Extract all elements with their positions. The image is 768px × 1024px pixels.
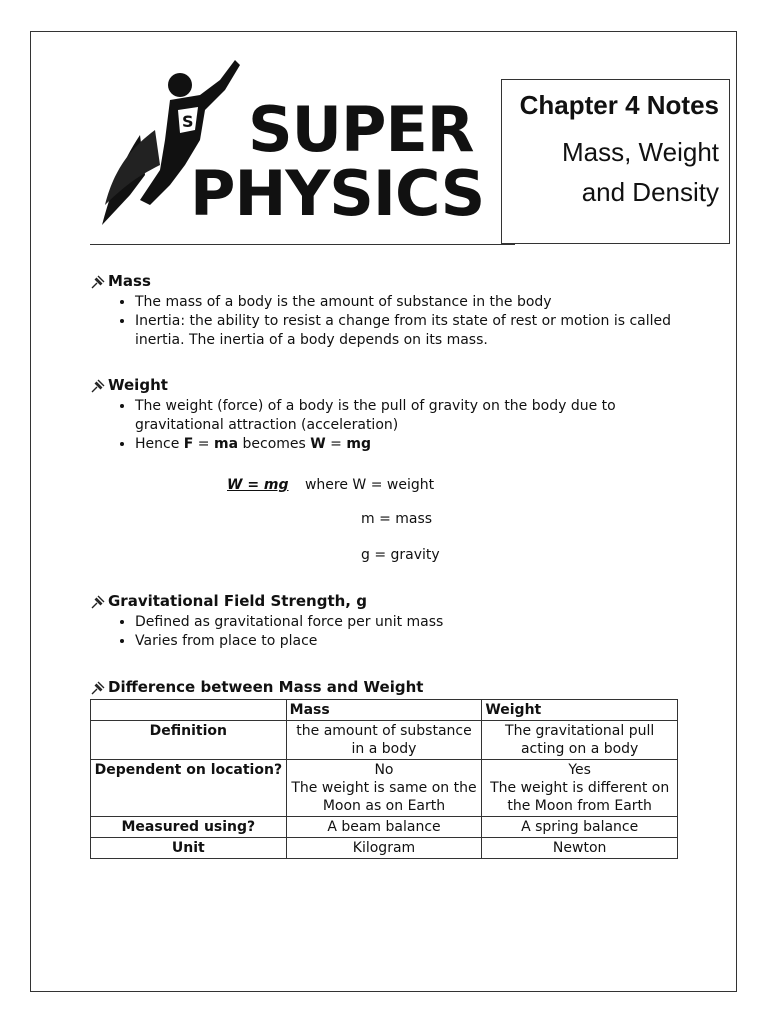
table-row	[91, 817, 678, 838]
difference-section	[90, 678, 690, 697]
table-header-mass: Mass	[286, 700, 482, 721]
pushpin-icon	[90, 274, 106, 290]
table-row	[91, 721, 678, 760]
list-item: • Varies from place to place	[135, 632, 690, 651]
mass-heading-text: Mass	[108, 272, 151, 290]
pushpin-icon	[90, 594, 106, 610]
formula-expression: W = mg	[227, 477, 289, 493]
text: =	[193, 436, 214, 452]
gfs-list	[90, 613, 690, 651]
table-header-empty	[91, 700, 287, 721]
mass-section	[90, 272, 690, 350]
cell-mass: A beam balance	[286, 817, 482, 838]
row-label: Unit	[91, 838, 287, 859]
formula-m: m = mass	[361, 511, 433, 527]
row-label: Definition	[91, 721, 287, 760]
weight-heading	[90, 376, 690, 395]
text: mg	[346, 436, 371, 452]
cell-mass: the amount of substance in a body	[286, 721, 482, 760]
cell-mass: Kilogram	[286, 838, 482, 859]
difference-table	[90, 699, 678, 859]
logo-text-physics: PHYSICS	[190, 157, 485, 230]
chapter-subtitle-line2: and Density	[581, 177, 719, 207]
weight-list	[90, 397, 690, 454]
gfs-heading-text: Gravitational Field Strength, g	[108, 592, 367, 610]
header-divider	[90, 244, 515, 245]
gfs-section	[90, 592, 690, 651]
text: ma	[214, 436, 239, 452]
chapter-title: Chapter 4 Notes	[519, 90, 719, 120]
list-item: • The mass of a body is the amount of substance in the body	[135, 293, 690, 312]
table-header-weight: Weight	[482, 700, 678, 721]
row-label: Dependent on location?	[91, 760, 287, 817]
difference-heading-text: Difference between Mass and Weight	[108, 678, 424, 696]
list-item: • Defined as gravitational force per unit mass	[135, 613, 690, 632]
text: W	[310, 436, 326, 452]
pushpin-icon	[90, 378, 106, 394]
pushpin-icon	[90, 680, 106, 696]
logo-text-super: SUPER	[248, 93, 474, 166]
chapter-subtitle	[502, 132, 719, 212]
text: F	[183, 436, 194, 452]
table-row	[91, 838, 678, 859]
cell-weight	[482, 760, 678, 817]
list-item	[135, 435, 690, 454]
formula-line	[227, 477, 434, 493]
cell-weight: Newton	[482, 838, 678, 859]
table-row	[91, 760, 678, 817]
cell-weight: The gravitational pull acting on a body	[482, 721, 678, 760]
text: Hence	[135, 436, 184, 452]
weight-heading-text: Weight	[108, 376, 168, 394]
gfs-heading	[90, 592, 690, 611]
row-label: Measured using?	[91, 817, 287, 838]
cell-mass	[286, 760, 482, 817]
list-item: • The weight (force) of a body is the pull of gravity on the body due to gravitational attraction (acceleration)	[135, 397, 690, 435]
mass-list	[90, 293, 690, 350]
text: =	[325, 436, 347, 452]
cell-weight-note: The weight is different on the Moon from Earth	[490, 780, 670, 814]
cell-weight: A spring balance	[482, 817, 678, 838]
logo	[100, 55, 490, 235]
cell-mass-note: The weight is same on the Moon as on Earth	[291, 780, 477, 814]
text: becomes	[238, 436, 311, 452]
table-header-row	[91, 700, 678, 721]
list-item: • Inertia: the ability to resist a change from its state of rest or motion is called inertia. The inertia of a body depends on its mass.	[135, 312, 690, 350]
mass-heading	[90, 272, 690, 291]
svg-text:S: S	[182, 112, 194, 131]
formula-where: where W = weight	[304, 477, 435, 493]
chapter-box	[501, 79, 730, 244]
cell-mass-answer: No	[374, 762, 394, 778]
difference-heading	[90, 678, 690, 697]
weight-section	[90, 376, 690, 454]
formula-g: g = gravity	[361, 547, 440, 563]
chapter-subtitle-line1: Mass, Weight	[561, 137, 719, 167]
cell-weight-answer: Yes	[568, 762, 591, 778]
